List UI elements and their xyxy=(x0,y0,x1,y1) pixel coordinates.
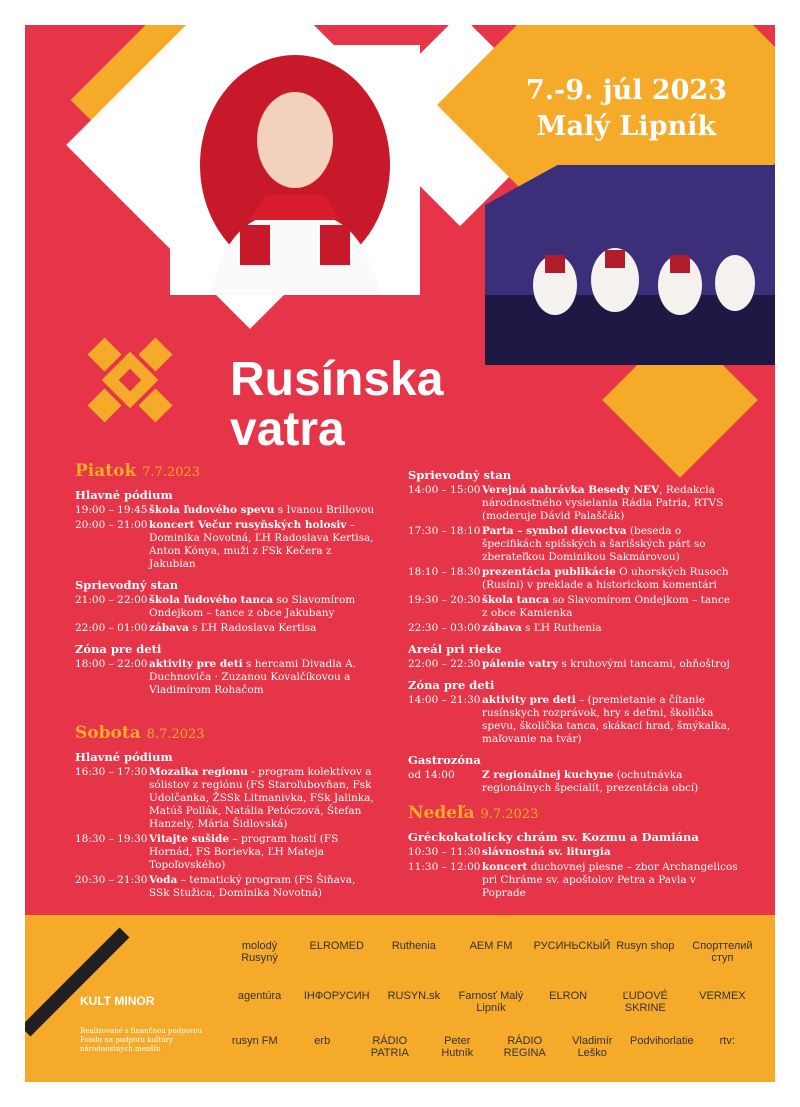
program-detail: O uhorských Rusoch (Rusíni) v preklade a historickom komentári xyxy=(482,566,729,591)
program-description xyxy=(482,622,738,635)
sunday-program xyxy=(408,831,738,900)
program-detail: s ĽH Radoslava Kertisa xyxy=(188,622,317,634)
festival-dates xyxy=(526,73,727,145)
program-description xyxy=(482,594,738,620)
program-time: 18:10 – 18:30 xyxy=(408,566,481,578)
program-row xyxy=(408,566,738,592)
sponsor-logo: РУСИНЬСКЫЙ xyxy=(533,940,611,952)
program-time: 20:30 – 21:30 xyxy=(75,874,148,886)
program-detail: s hercami Divadla A. Duchnoviča · Zuzanou Kovalčíkovou a Vladimírom Rohačom xyxy=(149,658,357,696)
sponsor-logo: Ruthenia xyxy=(391,940,436,952)
program-description xyxy=(482,846,738,859)
program-row xyxy=(75,833,375,872)
venue-heading: Hlavné pódium xyxy=(75,750,173,764)
sponsors-footer xyxy=(25,915,775,1082)
dates-text: 7.-9. júl 2023 xyxy=(525,75,727,106)
sponsor-logo: VERMEX xyxy=(699,990,746,1002)
program-description xyxy=(149,622,375,635)
day-heading-sunday: Nedeľa 9.7.2023 xyxy=(408,803,539,823)
program-time: 18:00 – 22:00 xyxy=(75,658,148,670)
program-detail: s kruhovými tancami, ohňoštroj xyxy=(558,658,730,670)
program-time: 14:00 – 21:30 xyxy=(408,694,481,706)
program-time: 20:00 – 21:00 xyxy=(75,519,148,531)
program-description xyxy=(149,504,375,517)
program-highlight: prezentácia publikácie xyxy=(482,566,616,578)
program-time: 16:30 – 17:30 xyxy=(75,766,148,778)
program-description xyxy=(149,658,375,697)
sponsor-logo: Спорттелий ступ xyxy=(692,940,753,964)
venue-heading: Hlavné pódium xyxy=(75,488,173,502)
program-row xyxy=(75,658,375,697)
program-time: 19:00 – 19:45 xyxy=(75,504,148,516)
venue-heading: Areál pri rieke xyxy=(408,642,502,656)
program-detail: – program hostí (FS Hornád, FS Borievka, ĽH Mateja Topoľovského) xyxy=(149,833,339,871)
day-heading-saturday: Sobota 8.7.2023 xyxy=(75,723,205,743)
program-description xyxy=(149,519,375,571)
venue-heading: Gastrozóna xyxy=(408,753,481,767)
program-highlight: aktivity pre deti xyxy=(482,694,576,706)
program-highlight: koncert xyxy=(482,861,528,873)
sponsor-logo: Peter Hutník xyxy=(441,1035,474,1059)
festival-emblem-icon xyxy=(80,330,180,430)
program-description xyxy=(149,874,375,900)
friday-program xyxy=(75,489,375,697)
program-time: 22:00 – 01:00 xyxy=(75,622,148,634)
program-highlight: Parta – symbol dievoctva xyxy=(482,525,627,537)
program-detail: – tematický program (FS Šiňava, SSk Stužica, Dominika Novotná) xyxy=(149,874,356,899)
program-highlight: aktivity pre deti xyxy=(149,658,243,670)
venue-heading: Sprievodný stan xyxy=(75,578,179,592)
program-detail: (beseda o špecifikách spišských a šarišských párt so zberateľkou Dominikou Sakmárovou) xyxy=(482,525,706,563)
sponsor-logo: Podvihorlatie xyxy=(630,1035,694,1047)
sponsor-logo: rtv: xyxy=(719,1035,735,1047)
program-row xyxy=(408,658,738,671)
program-row xyxy=(75,504,375,517)
venue-heading: Sprievodný stan xyxy=(408,468,512,482)
program-detail: – Dominika Novotná, ĽH Radoslava Kertisa, Anton Kónya, muži z FSk Kečera z Jakubian xyxy=(149,519,374,570)
program-time: 18:30 – 19:30 xyxy=(75,833,148,845)
program-time: 21:00 – 22:00 xyxy=(75,594,148,606)
kult-minor-logo xyxy=(80,995,154,1007)
venue-heading: Zóna pre deti xyxy=(75,642,162,656)
venue-heading: Zóna pre deti xyxy=(408,678,495,692)
sponsor-logo: Vladimír Leško xyxy=(572,1035,613,1059)
program-highlight: Verejná nahrávka Besedy NEV xyxy=(482,484,660,496)
program-detail: – (premietanie a čítanie rusínskych rozprávok, hry s deťmi, školička spevu, školička tanca, skákací hrad, šmýkalka, maľovanie na tvár) xyxy=(482,694,731,745)
program-highlight: koncert Večur rusyňských holosiv xyxy=(149,519,347,531)
program-description xyxy=(482,694,738,746)
program-highlight: Z regionálnej kuchyne xyxy=(482,769,614,781)
program-row xyxy=(75,622,375,635)
program-row xyxy=(408,694,738,746)
sponsor-logo: agentúra xyxy=(237,990,282,1002)
program-detail: (ochutnávka regionálnych špecialít, prezentácia obcí) xyxy=(482,769,699,794)
program-detail: duchovnej piesne – zbor Archangelicos pri Chráme sv. apoštolov Petra a Pavla v Poprade xyxy=(482,861,738,899)
sponsor-logo: RUSYN.sk xyxy=(387,990,441,1002)
saturday-program xyxy=(75,751,375,900)
program-row xyxy=(408,769,738,795)
program-highlight: zábava xyxy=(482,622,522,634)
black-diagonal-stripe xyxy=(25,928,129,1037)
program-time: 11:30 – 12:00 xyxy=(408,861,481,873)
poster xyxy=(25,25,775,1082)
support-text: Realizované s finančnou podporou Fondu na podporu kultúry národnostných menšín xyxy=(80,1027,202,1053)
sponsor-logo: RÁDIO PATRIA xyxy=(370,1035,409,1059)
program-description xyxy=(149,766,375,831)
program-highlight: škola tanca xyxy=(482,594,550,606)
title-line2: vatra xyxy=(230,403,345,456)
program-time: od 14:00 xyxy=(408,769,455,781)
day-heading-friday: Piatok 7.7.2023 xyxy=(75,461,201,481)
title-line1: Rusínska xyxy=(230,353,444,406)
program-highlight: zábava xyxy=(149,622,189,634)
festival-title xyxy=(230,355,443,455)
program-row xyxy=(408,622,738,635)
sponsor-logo: RÁDIO REGINA xyxy=(503,1035,546,1059)
sponsor-logo: Rusyn shop xyxy=(616,940,675,952)
program-description xyxy=(482,525,738,564)
program-highlight: škola ľudového spevu xyxy=(149,504,275,516)
program-row xyxy=(408,484,738,523)
program-time: 14:00 – 15:00 xyxy=(408,484,481,496)
program-time: 17:30 – 18:10 xyxy=(408,525,481,537)
program-highlight: Voda xyxy=(149,874,178,886)
sponsor-logo: rusyn FM xyxy=(231,1035,278,1047)
dancers-photo xyxy=(485,165,775,365)
program-description xyxy=(482,769,738,795)
program-detail: so Slavomírom Ondejkom – tance z obce Kamienka xyxy=(482,594,730,619)
program-detail: so Slavomírom Ondejkom – tance z obce Jakubany xyxy=(149,594,356,619)
program-time: 19:30 – 20:30 xyxy=(408,594,481,606)
program-row xyxy=(75,594,375,620)
sponsor-logo: ĽUDOVÉ SKRINE xyxy=(622,990,668,1014)
program-detail: s ĽH Ruthenia xyxy=(521,622,602,634)
sponsor-logo: ІНФОРУСИН xyxy=(303,990,370,1002)
program-description xyxy=(149,833,375,872)
program-description xyxy=(482,861,738,900)
kult-minor-text: KULT MINOR xyxy=(80,994,155,1008)
venue-heading: Gréckokatolícky chrám sv. Kozmu a Damiána xyxy=(408,830,699,844)
program-highlight: pálenie vatry xyxy=(482,658,559,670)
program-highlight: slávnostná sv. liturgia xyxy=(482,846,611,858)
sponsor-logo: erb xyxy=(314,1035,331,1047)
sponsor-logo: AEM FM xyxy=(469,940,513,952)
saturday-continued-program xyxy=(408,469,738,795)
program-time: 22:00 – 22:30 xyxy=(408,658,481,670)
program-detail: , Redakcia národnostného vysielania Rádia Patria, RTVS (moderuje Dávid Palaščák) xyxy=(482,484,724,522)
program-row xyxy=(75,519,375,571)
program-highlight: škola ľudového tanca xyxy=(149,594,274,606)
program-time: 22:30 – 03:00 xyxy=(408,622,481,634)
sponsor-logo: ELRON xyxy=(549,990,588,1002)
program-detail: - program kolektívov a sólistov z regiónu (FS Staroľubovňan, Fsk Udolčanka, ŽSSk Litmanivka, FSk Jalinka, Matúš Pollák, Natália Petóczová, Štefan Hanzely, Mária Šidlovská) xyxy=(149,766,374,830)
program-row xyxy=(408,861,738,900)
program-right-column xyxy=(408,461,738,902)
sponsor-logo: molodý Rusyný xyxy=(241,940,278,964)
sponsor-logo: Farnosť Malý Lipník xyxy=(458,990,524,1014)
program-row xyxy=(408,846,738,859)
program-highlight: Vitajte sušide xyxy=(149,833,230,845)
sponsor-logo: ELROMED xyxy=(309,940,364,952)
program-detail: s Ivanou Brillovou xyxy=(274,504,375,516)
program-description xyxy=(482,566,738,592)
program-row xyxy=(408,525,738,564)
program-highlight: Mozaika regionu xyxy=(149,766,248,778)
program-row xyxy=(75,874,375,900)
program-description xyxy=(482,658,738,671)
program-description xyxy=(482,484,738,523)
singer-photo xyxy=(170,45,420,295)
place-text: Malý Lipník xyxy=(536,111,717,142)
program-row xyxy=(75,766,375,831)
program-description xyxy=(149,594,375,620)
program-left-column xyxy=(75,461,375,902)
program-row xyxy=(408,594,738,620)
program-time: 10:30 – 11:30 xyxy=(408,846,481,858)
